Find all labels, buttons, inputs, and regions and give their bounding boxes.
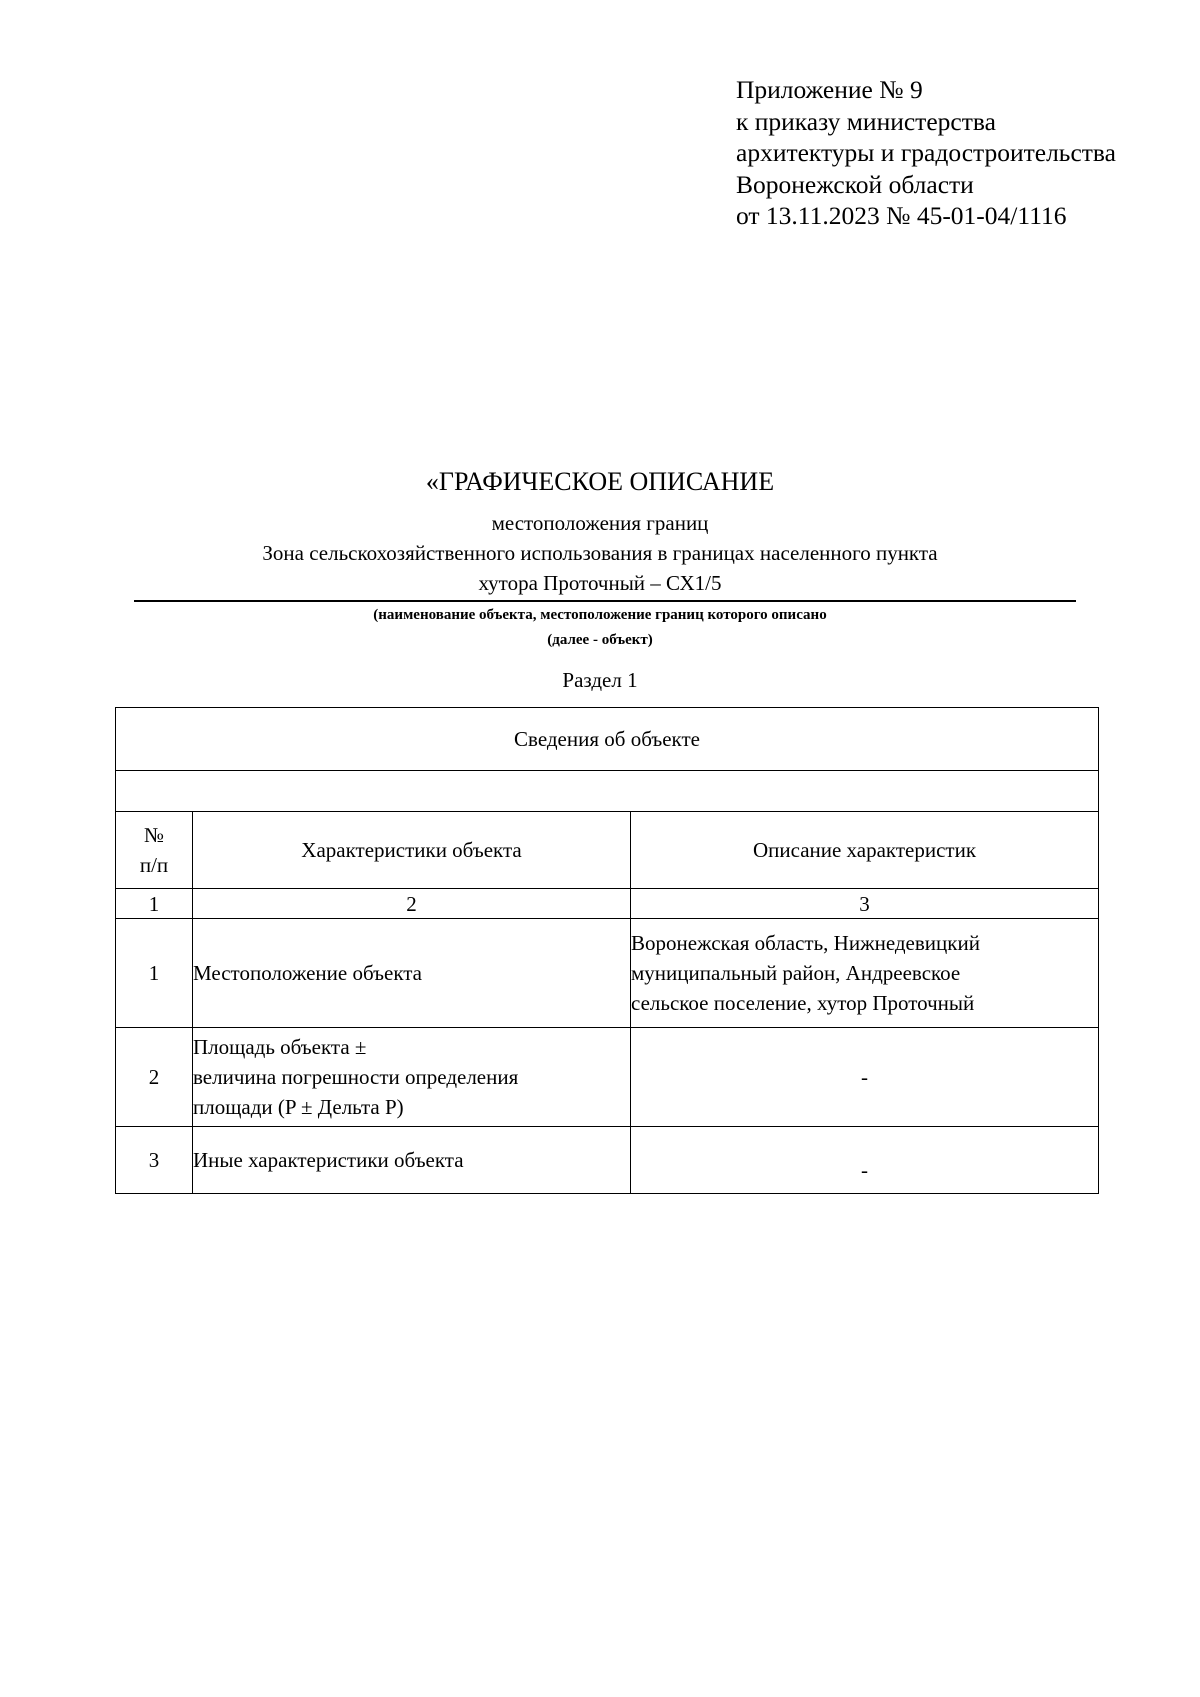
table-row [116, 919, 1099, 1028]
characteristic-line: Иные характеристики объекта [193, 1148, 464, 1172]
column-number: 3 [631, 889, 1099, 919]
table-row [116, 1127, 1099, 1194]
document-title: «ГРАФИЧЕСКОЕ ОПИСАНИЕ [425, 467, 775, 496]
section-label: Раздел 1 [562, 668, 638, 692]
column-header-number-line2: п/п [139, 853, 169, 877]
column-header-characteristics: Характеристики объекта [193, 812, 631, 889]
row-characteristic [193, 1028, 631, 1127]
table-column-numbers [116, 889, 1099, 919]
appendix-line: Воронежской области [736, 169, 974, 199]
subtitle-line: местоположения границ [491, 511, 709, 535]
appendix-block [736, 74, 1116, 232]
row-description: - [631, 1127, 1099, 1194]
characteristic-line: Площадь объекта ± [193, 1035, 367, 1059]
table-heading: Сведения об объекте [116, 708, 1099, 771]
description-line: муниципальный район, Андреевское [631, 961, 961, 985]
column-number: 1 [116, 889, 193, 919]
table-column-headers [116, 812, 1099, 889]
description-line: Воронежская область, Нижнедевицкий [631, 931, 980, 955]
caption-line: (далее - объект) [547, 632, 653, 648]
row-description: - [631, 1028, 1099, 1127]
table-empty-row [116, 771, 1099, 812]
appendix-line: архитектуры и градостроительства [736, 138, 1116, 167]
row-number: 1 [116, 919, 193, 1028]
object-info-table [115, 707, 1099, 1194]
characteristic-line: величина погрешности определения [193, 1065, 519, 1089]
column-header-number [116, 812, 193, 889]
row-description [631, 919, 1099, 1028]
column-header-number-line1: № [143, 823, 165, 847]
object-caption [0, 603, 1200, 653]
row-characteristic [193, 919, 631, 1028]
caption-line: (наименование объекта, местоположение границ которого описано [373, 607, 827, 623]
appendix-line: от 13.11.2023 № 45-01-04/1116 [736, 201, 1067, 230]
column-number: 2 [193, 889, 631, 919]
table-row [116, 1028, 1099, 1127]
characteristic-line: Местоположение объекта [193, 961, 423, 985]
appendix-line: к приказу министерства [736, 106, 996, 136]
title-underline [134, 600, 1076, 602]
appendix-line: Приложение № 9 [736, 75, 923, 104]
document-subtitle [0, 508, 1200, 598]
subtitle-line: Зона сельскохозяйственного использования в границах населенного пункта [262, 541, 938, 565]
row-characteristic [193, 1127, 631, 1194]
column-header-description: Описание характеристик [631, 812, 1099, 889]
description-line: сельское поселение, хутор Проточный [631, 991, 975, 1015]
row-number: 3 [116, 1127, 193, 1194]
subtitle-line: хутора Проточный – СХ1/5 [478, 571, 722, 595]
characteristic-line: площади (P ± Дельта P) [193, 1095, 404, 1119]
row-number: 2 [116, 1028, 193, 1127]
